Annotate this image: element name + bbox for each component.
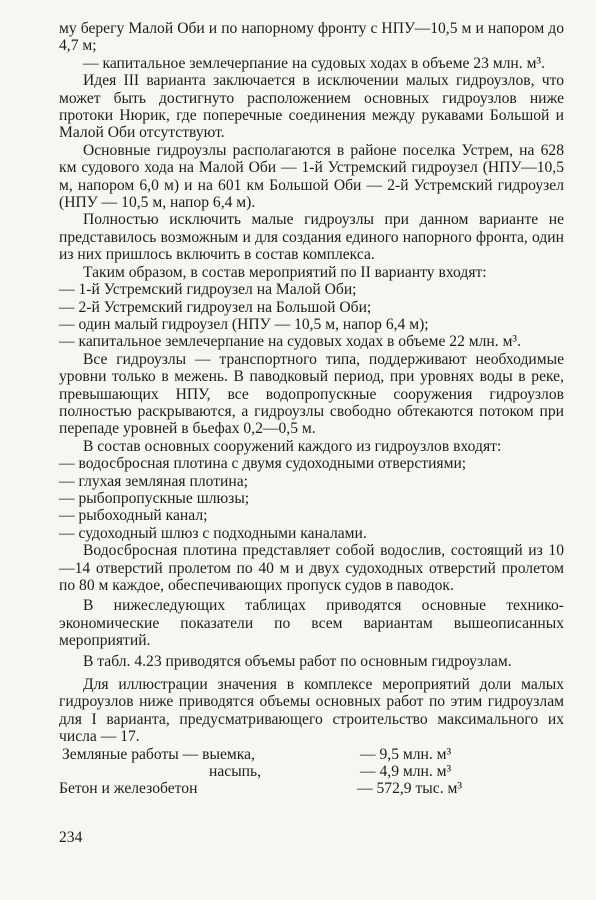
- list-item: — судоходный шлюз с подходными каналами.: [59, 524, 367, 542]
- works-row: [59, 763, 564, 780]
- works-row: [59, 746, 564, 763]
- body-text: [59, 20, 564, 798]
- works-name: Бетон и железобетон: [59, 780, 198, 798]
- works-value: — 9,5 млн. м³: [360, 745, 452, 763]
- paragraph: В табл. 4.23 приводятся объемы работ по основным гидроузлам.: [83, 652, 512, 670]
- page-number: 234: [59, 829, 83, 846]
- works-value: — 4,9 млн. м³: [360, 763, 452, 781]
- list-item: — 1-й Устремский гидроузел на Малой Оби;: [59, 281, 357, 299]
- paragraph: В нижеследующих таблицах приводятся основные технико-экономические показатели по всем вариантам вышеописанных мероприятий.: [59, 597, 564, 650]
- paragraph: Полностью исключить малые гидроузлы при данном варианте не представилось возможным и для создания единого напорного фронта, один из них пришлось включить в состав комплекса.: [59, 211, 564, 264]
- list-item: — рыбоходный канал;: [59, 507, 208, 525]
- list-item: — капитальное землечерпание на судовых ходах в объеме 22 млн. м³.: [59, 333, 522, 351]
- paragraph: Идея III варианта заключается в исключении малых гидроузлов, что может быть достигнуто расположением основных гидроузлов ниже протоки Нюрик, где поперечные соединения между рукавами Большой и Малой Оби отсутствуют.: [59, 72, 564, 142]
- list-item: — капитальное землечерпание на судовых ходах в объеме 23 млн. м³.: [83, 54, 546, 72]
- works-row: [59, 780, 564, 797]
- paragraph: В состав основных сооружений каждого из гидроузлов входят:: [83, 437, 502, 455]
- paragraph: Водосбросная плотина представляет собой водослив, состоящий из 10—14 отверстий пролетом по 40 м и двух судоходных отверстий пролетом по 80 м каждое, обеспечивающих пропуск судов в паводок.: [59, 542, 564, 594]
- paragraph: Все гидроузлы — транспортного типа, поддерживают необходимые уровни только в межень. В паводковый период, при уровнях воды в реке, превышающих НПУ, все водопропускные сооружения гидроузлов полностью раскрываются, а гидроузлы свободно обтекаются потоком при перепаде уровней в бьефах 0,2—0,5 м.: [59, 350, 564, 438]
- list-item: — глухая земляная плотина;: [59, 472, 248, 490]
- list-item: — водосбросная плотина с двумя судоходными отверстиями;: [59, 455, 467, 473]
- paragraph: Таким образом, в состав мероприятий по II варианту входят:: [83, 263, 487, 281]
- paragraph: Для иллюстрации значения в комплексе мероприятий доли малых гидроузлов ниже приводятся объемы основных работ по этим гидроузлам для I варианта, предусматривающего строительство максимального их числа — 17.: [59, 676, 564, 746]
- works-name: Земляные работы — выемка,: [62, 745, 255, 763]
- list-item: — 2-й Устремский гидроузел на Большой Оби;: [59, 298, 372, 316]
- works-value: — 572,9 тыс. м³: [357, 780, 463, 798]
- paragraph: му берегу Малой Оби и по напорному фронту с НПУ—10,5 м и напором до 4,7 м;: [59, 20, 564, 55]
- paragraph: Основные гидроузлы располагаются в районе поселка Устрем, на 628 км судового хода на Малой Оби — 1-й Устремский гидроузел (НПУ—10,5 м, напором 6,0 м) и на 601 км Большой Оби — 2-й Устремский гидроузел (НПУ — 10,5 м, напор 6,4 м).: [59, 141, 564, 212]
- list-item: — один малый гидроузел (НПУ — 10,5 м, напор 6,4 м);: [59, 315, 429, 333]
- works-name: насыпь,: [209, 763, 262, 781]
- list-item: — рыбопропускные шлюзы;: [59, 489, 250, 507]
